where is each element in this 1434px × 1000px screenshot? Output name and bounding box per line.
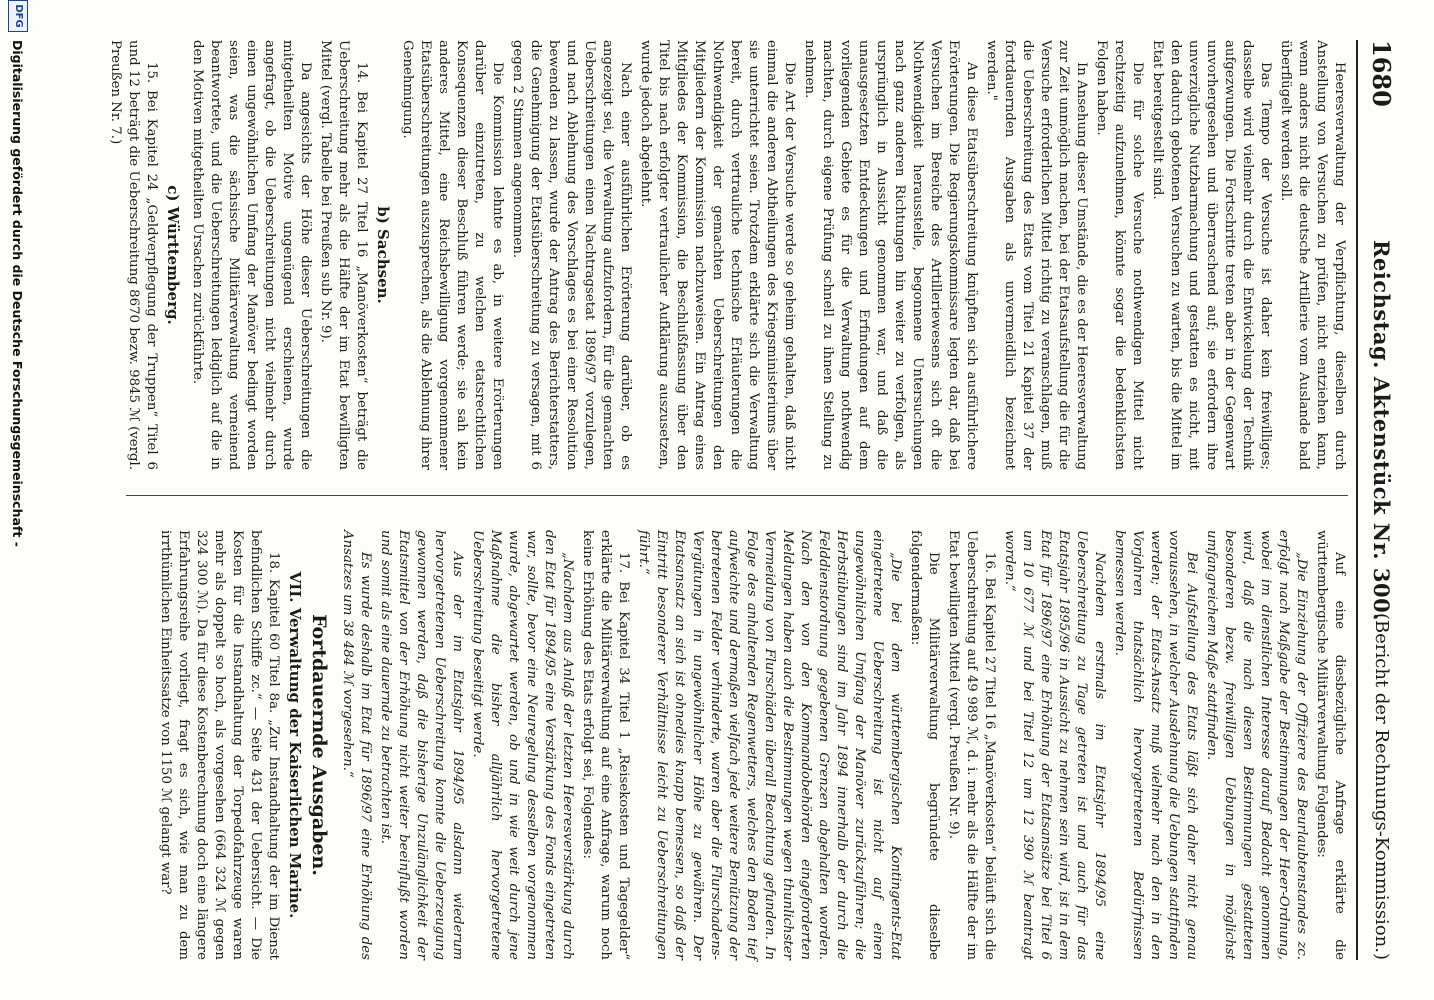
paragraph: Das Tempo der Versuche ist daher kein freiwilliges; dasselbe wird vielmehr durch die Entwickelung der Technik aufgezwungen. Die Fortschritte treten aber in der Gegenwart unvorhergesehen und überraschend auf; sie erfordern ihre unverzügliche Nutzbarmachung und gestatten es nicht, mit den dadurch gebotenen Versuchen zu warten, bis die Mittel im Etat bereitgestellt sind.	[1150, 40, 1273, 470]
quoted-paragraph: „Die Einziehung der Offiziere des Beurlaubtenstandes zc. erfolgt nach Maßgabe der Bestimmungen der Heer-Ordnung, wobei im dienstlichen Interesse darauf Bedacht genommen wird, daß die nach diesen Bestimmungen gestatteten besonderen bezw. freiwilligen Uebungen in möglichst umfangreichem Maße stattfinden.	[1204, 530, 1309, 960]
paragraph: Nach einer ausführlichen Erörterung darüber, ob es angezeigt sei, die Verwaltung aufzufordern, für die gemachten Ueberschreitungen einen Nachtragsetat 1896/97 vorzulegen, und nach Ablehnung des Vorschlages es bei einer Resolution bewenden zu lassen, wurde der Antrag des Berichterstatters, die Genehmigung der Etatsüberschreitung zu versagen, mit 6 gegen 2 Stimmen angenommen.	[510, 40, 633, 470]
running-title: Reichstag. Aktenstück Nr. 300.	[1369, 240, 1394, 621]
quoted-paragraph: „Die bei dem württembergischen Kontingents-Etat eingetretene Ueberschreitung ist nicht auf einen ungewöhnlichen Umfang der Manöver zurückzuführen; die Herbstübungen sind im Jahr 1894 innerhalb der durch die Felddienstordnung gegebenen Grenzen abgehalten worden. Nach den von den Kommandobehörden eingeforderten Meldungen haben auch die Bestimmungen wegen thunlichster Vermeidung von Flurschäden überall Beachtung gefunden. In Folge des anhaltenden Regenwetters, welches den Boden tief aufweichte und dermaßen vielfach jede weitere Benützung der betretenen Felder verhinderte, waren aber die Flurschadens-Vergütungen in ungewöhnlicher Höhe zu gewähren. Der Etatsansatz an sich ist ohnedies knapp bemessen, so daß der Eintritt besonderer Verhältnisse leicht zu Ueberschreitungen führt.“	[636, 530, 903, 960]
section-heading-wuerttemberg: c) Württemberg.	[164, 185, 182, 325]
page-header	[1356, 40, 1404, 960]
credit-text: Digitalisierung gefördert durch die Deutsche Forschungsgemeinschaft -	[10, 40, 25, 547]
paragraph: In Ansehung dieser Umstände, die es der Heeresverwaltung zur Zeit unmöglich machen, bei der Etatsaufstellung die für die Versuche erforderlichen Mittel richtig zu veranschlagen, muß die Ueberschreitung des Etats vom Titel 21 Kapitel 37 der fortdauernden Ausgaben als unvermeidlich bezeichnet werden."	[984, 40, 1089, 470]
paragraph: 14. Bei Kapitel 27 Titel 16 „Manöverkosten“ beträgt die Ueberschreitung mehr als die Hälfte der im Etat bewilligten Mittel (vergl. Tabelle bei Preußen sub Nr. 9).	[318, 40, 369, 470]
quoted-paragraph: Aus der im Etatsjahr 1894/95 alsdann wiederum hervorgetretenen Ueberschreitung konnte die Ueberzeugung gewonnen werden, daß die bisherige Unzulänglichkeit der Etatsmittel von der Erhöhung nicht weiter beeinflußt worden und somit als eine dauernde zu betrachten ist.	[378, 530, 465, 960]
digitization-credit	[10, 40, 25, 960]
column-divider	[126, 495, 1348, 496]
paragraph: Auf eine diesbezügliche Anfrage erklärte die württembergische Militärverwaltung Folgendes:	[1314, 530, 1347, 960]
paragraph: 15. Bei Kapitel 24 „Geldverpflegung der Truppen“ Titel 6 und 12 beträgt die Ueberschreitung 8670 bezw. 9845 ℳ (vergl. Preußen Nr. 7.)	[108, 40, 159, 470]
paragraph: Die Kommission lehnte es ab, in weitere Erörterungen darüber einzutreten, zu welchen etatsrechtlichen Konsequenzen dieser Beschluß führen werde; sie sah kein anderes Mittel, eine Reichsbewilligung vorgenommener Etatsüberschreitungen auszusprechen, als die Ablehnung ihrer Genehmigung.	[400, 40, 505, 470]
section-title: (Bericht der Rechnungs-Kommission.)	[1371, 613, 1392, 960]
paragraph: Die Art der Versuche werde so geheim gehalten, daß nicht einmal die anderen Abtheilungen des Kriegsministeriums über sie unterrichtet seien. Trotzdem erklärte sich die Verwaltung bereit, durch vertrauliche technische Erläuterungen die Nothwendigkeit der gemachten Ueberschreitungen den Mitgliedern der Kommission nachzuweisen. Ein Antrag eines Mitgliedes der Kommission, die Beschlußfassung über den Titel bis nach erfolgter vertraulicher Aufklärung auszusetzen, wurde jedoch abgelehnt.	[638, 40, 797, 470]
paragraph: An diese Etatsüberschreitung knüpften sich ausführlichere Erörterungen. Die Regierungskommissare legten dar, daß bei Versuchen im Bereiche des Artilleriewesens sich oft die Nothwendigkeit herausstelle, begonnene Untersuchungen nach ganz anderen Richtungen hin weiter zu verfolgen, als ursprünglich in Aussicht genommen war, und daß die unausgesetzten Entdeckungen und Erfindungen auf dem vorliegenden Gebiete es für die Verwaltung nothwendig machten, durch eigene Prüfung schnell zu ihnen Stellung zu nehmen.	[802, 40, 979, 470]
section-heading-sachsen: b) Sachsen.	[374, 206, 392, 304]
paragraph: 18. Kapitel 60 Titel 8a. „Zur Instandhaltung der im Dienst befindlichen Schiffe zc.“ — Seite 431 der Uebersicht. — Die Kosten für die Instandhaltung der Torpedofahrzeuge waren mehr als doppelt so hoch, als vorgesehen (664 324 ℳ gegen 324 300 ℳ). Da für diese Kostenberechnung doch eine längere Erfahrungsreihe vorliegt, fragt es sich, wie man zu dem irrthümlichen Einheitssatze von 1150 ℳ gelangt war?	[158, 530, 281, 960]
section-heading-marine: VII. Verwaltung der Kaiserlichen Marine.	[286, 571, 304, 919]
dfg-logo: DFG	[8, 0, 28, 32]
section-heading-fortdauernde: Fortdauernde Ausgaben.	[308, 614, 330, 876]
quoted-paragraph: Nachdem erstmals im Etatsjahr 1894/95 eine Ueberschreitung zu Tage getreten ist und auch für das Etatsjahr 1895/96 in Aussicht zu nehmen sein wird, ist in dem Etat für 1896/97 eine Erhöhung der Etatsansätze bei Titel 6 um 10 677 ℳ und bei Titel 12 um 12 390 ℳ beantragt worden.“	[1002, 530, 1107, 960]
paragraph: 17. Bei Kapitel 34 Titel 1 „Reisekosten und Tagegelder“ erklärte die Militärverwaltung auf eine Anfrage, warum noch keine Erhöhung des Etats erfolgt sei, Folgendes:	[580, 530, 631, 960]
quoted-paragraph: Es wurde deshalb im Etat für 1896/97 eine Erhöhung des Ansatzes um 38 484 ℳ vorgesehen.“	[340, 530, 373, 960]
paragraph: Da angesichts der Höhe dieser Ueberschreitungen die mitgetheilten Motive ungenügend erschienen, wurde angefragt, ob die Ueberschreitungen nicht vielmehr durch einen ungewöhnlichen Umfang der Manöver bedingt worden seien, was die sächsische Militärverwaltung verneinend beantwortete, und die Ueberschreitungen lediglich auf die in den Motiven mitgetheilten Ursachen zurückführte.	[190, 40, 313, 470]
left-column	[108, 40, 1348, 470]
paragraph: Heeresverwaltung der Verpflichtung, dieselben durch Anstellung von Versuchen zu prüfen, nicht entziehen kann, wenn anders nicht die deutsche Artillerie vom Auslande bald überflügelt werden soll.	[1278, 40, 1347, 470]
page-number: 1680	[1367, 40, 1396, 107]
right-column	[126, 530, 1348, 960]
paragraph: 16. Bei Kapitel 27 Titel 16 „Manöverkosten“ beläuft sich die Ueberschreitung auf 49 989 ℳ, d. i. mehr als die Hälfte der im Etat bewilligten Mittel (vergl. Preußen Nr. 9).	[946, 530, 997, 960]
quoted-paragraph: Bei Aufstellung des Etats läßt sich daher nicht genau voraussehen, in welcher Ausdehnung die Uebungen stattfinden werden; der Etats-Ansatz muß vielmehr nach den in den Vorjahren thatsächlich hervorgetretenen Bedürfnissen bemessen werden.	[1112, 530, 1199, 960]
paragraph: Die für solche Versuche nothwendigen Mittel nicht rechtzeitig aufzunehmen, könnte sogar die bedenklichsten Folgen haben.	[1094, 40, 1145, 470]
quoted-paragraph: „Nachdem aus Anlaß der letzten Heeresverstärkung durch den Etat für 1894/95 eine Verstärkung des Fonds eingetreten war, sollte, bevor eine Neuregelung desselben vorgenommen wurde, abgewartet werden, ob und in wie weit durch jene Maßnahme die bisher alljährlich hervorgetretene Ueberschreitung beseitigt werde.	[470, 530, 575, 960]
paragraph: Die Militärverwaltung begründete dieselbe folgendermaßen:	[908, 530, 941, 960]
